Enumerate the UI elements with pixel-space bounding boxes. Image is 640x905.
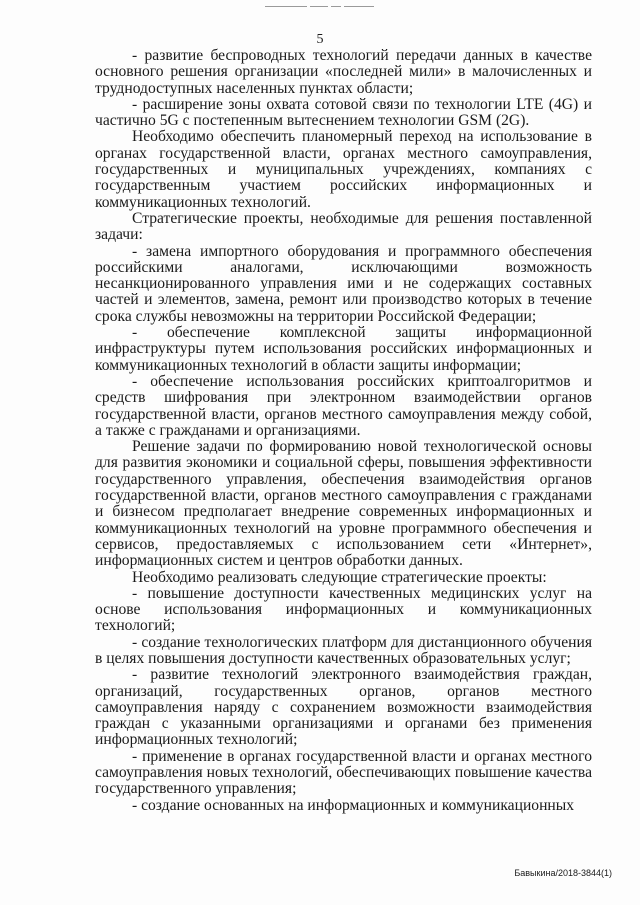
paragraph: - применение в органах государственной власти и органах местного самоуправления новых технологий, обеспечивающих повышение качества государственного управления; — [95, 747, 592, 798]
paragraph: - расширение зоны охвата сотовой связи по технологии LTE (4G) и частично 5G с постепенным вытеснением технологии GSM (2G). — [95, 95, 592, 130]
paragraph: - повышение доступности качественных медицинских услуг на основе использования информационных и коммуникационных технологий; — [95, 584, 592, 635]
paragraph: - замена импортного оборудования и программного обеспечения российскими аналогами, исключающими возможность несанкционированного управления ими и не содержащих составных частей и элементов, замена, ремонт или производство которых в течение срока службы невозможны на территории Российской Федерации; — [95, 242, 592, 325]
paragraph: - развитие технологий электронного взаимодействия граждан, организаций, государственных органов, органов местного самоуправления наряду с сохранением возможности взаимодействия граждан с указанными организациями и органами без применения информационных технологий; — [95, 666, 592, 749]
page-number: 5 — [316, 32, 324, 47]
paragraph: - обеспечение комплексной защиты информационной инфраструктуры путем использования российских информационных и коммуникационных технологий в области защиты информации; — [95, 324, 592, 374]
scan-artifact-line — [265, 6, 385, 9]
document-code: Бавыкина/2018-3844(1) — [514, 868, 612, 878]
paragraph: Необходимо обеспечить планомерный переход на использование в органах государственной власти, органах местного самоуправления, государственных и муниципальных учреждениях, компаниях с государственным участием российских информационных и коммуникационных технологий. — [95, 128, 592, 211]
paragraph: - создание основанных на информационных и коммуникационных — [132, 796, 575, 814]
paragraph: - развитие беспроводных технологий передачи данных в качестве основного решения организации «последней мили» в малочисленных и труднодоступных населенных пунктах области; — [95, 47, 592, 97]
paragraph: Стратегические проекты, необходимые для решения поставленной задачи: — [95, 209, 592, 244]
paragraph: Необходимо реализовать следующие стратегические проекты: — [132, 568, 547, 586]
document-body — [95, 48, 592, 814]
paragraph: - обеспечение использования российских криптоалгоритмов и средств шифрования при электронном взаимодействии органов государственной власти, органов местного самоуправления между собой, а также с гражданами и организациями. — [95, 372, 592, 439]
paragraph: - создание технологических платформ для дистанционного обучения в целях повышения доступности качественных образовательных услуг; — [95, 633, 592, 667]
paragraph: Решение задачи по формированию новой технологической основы для развития экономики и социальной сферы, повышения эффективности государственного управления, обеспечения взаимодействия органов государственной власти, органов местного самоуправления с гражданами и бизнесом предполагает внедрение современных информационных и коммуникационных технологий на уровне программного обеспечения и сервисов, предоставляемых с использованием сети «Интернет», информационных систем и центров обработки данных. — [95, 438, 592, 570]
